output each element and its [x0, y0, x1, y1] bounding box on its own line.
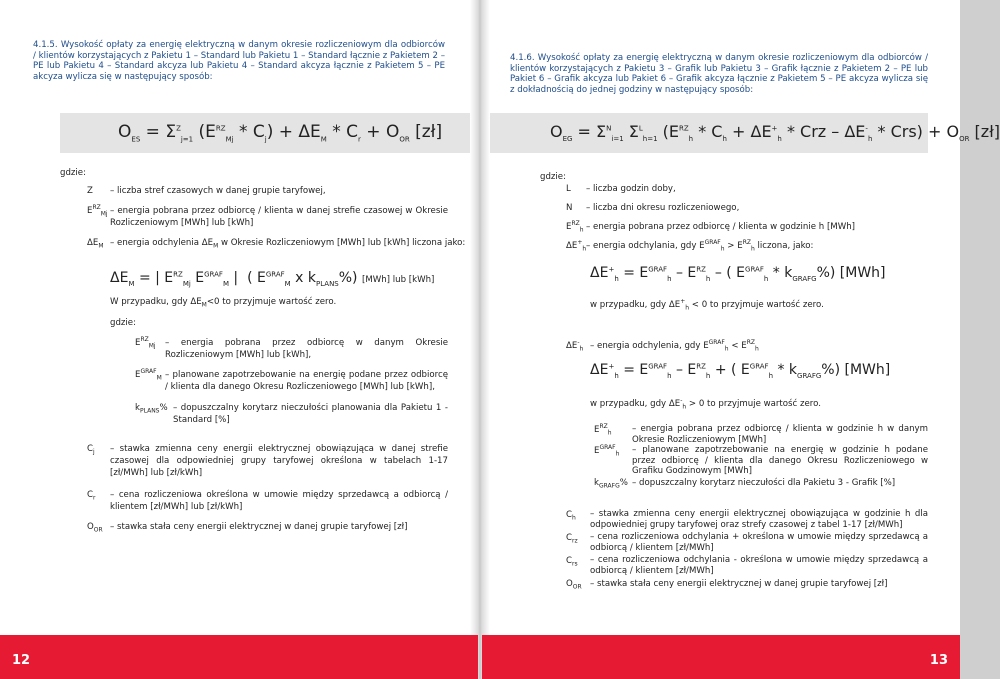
def2-egraf-text: – planowane zapotrzebowanie na energię podane przez odbiorcę / klienta dla danego Okresu Rozliczeniowego [MWh] lub [kWh],: [165, 370, 448, 392]
def3-crz-text: – cena rozliczeniowa odchylania + określona w umowie między sprzedawcą a odbiorcą / klientem [zł/MWh]: [590, 532, 928, 553]
main-formula: $O_{EG} = \Sigma^N_{i=1}$ $\Sigma^L_{h=1}$ ($E^{RZ}_h * C_h + \Delta E^+_h$ * Crz – $\Delta E^-_h * Crs) + O_{OR}$ [zł]: [550, 122, 1000, 144]
def2-erz-sym: $E^{RZ}_h$: [594, 423, 612, 437]
def-erz-text: – energia pobrana przez odbiorcę / klienta w danej strefie czasowej w Okresie Rozliczeniowym [MWh] lub [kWh]: [110, 206, 448, 228]
def-z-text: – liczba stref czasowych w danej grupie taryfowej,: [110, 186, 326, 196]
def-l-text: – liczba godzin doby,: [586, 184, 676, 194]
def2-egraf-text: – planowane zapotrzebowanie na energię w godzinie h podane przez odbiorcę / klienta dla danego Okresu Rozliczeniowego w Grafiku Godzinowym [MWh]: [632, 445, 928, 476]
def3-crz-sym: $C_{rz}$: [566, 533, 578, 545]
right-intro: [510, 53, 928, 95]
def3-oor-sym: $O_{OR}$: [87, 522, 103, 534]
def-erz-text: – energia pobrana przez odbiorcę / klienta w godzinie h [MWh]: [586, 222, 856, 232]
def3-oor-text: – stawka stała ceny energii elektrycznej w danej grupie taryfowej [zł]: [110, 522, 408, 532]
def-deplus-sym: $\Delta E^+_h$: [566, 239, 587, 253]
def-n-sym: N: [566, 203, 573, 213]
left-intro: [33, 40, 445, 82]
def2-egraf-sym: $E^{GRAF}_h$: [594, 444, 620, 458]
note-minus: w przypadku, gdy $\Delta E^-_h > 0$ to przyjmuje wartość zero.: [590, 397, 821, 411]
def2-k-sym: $k_{PLANS}\%$: [135, 403, 168, 415]
def-erz-sym: $E^{RZ}_{Mj}$: [87, 204, 108, 218]
def2-erz-text: – energia pobrana przez odbiorcę w danym Okresie Rozliczeniowym [MWh] lub [kWh],: [165, 338, 448, 360]
def-deplus-text: – energia odchylania, gdy $E^{GRAF}_h > E^{RZ}_h$ liczona, jako:: [586, 239, 814, 253]
deviation-plus-formula: $\Delta E^+_h = E^{GRAF}_h - E^{RZ}_h$ – ( $E^{GRAF}_h * k_{GRAFG}\%$) [MWh]: [590, 265, 886, 283]
left-page: [0, 0, 478, 679]
note-plus: w przypadku, gdy $\Delta E^+_h < 0$ to przyjmuje wartość zero.: [590, 298, 824, 312]
def2-erz-text: – energia pobrana przez odbiorcę / klienta w godzinie h w danym Okresie Rozliczeniowym [MWh]: [632, 424, 928, 445]
def-n-text: – liczba dni okresu rozliczeniowego,: [586, 203, 740, 213]
gdzie-label: gdzie:: [60, 168, 86, 178]
def3-cj-sym: $C_j$: [87, 444, 95, 456]
left-footer: [0, 635, 478, 679]
def-dem-sym: $\Delta E_M$: [87, 238, 104, 250]
def-l-sym: L: [566, 184, 571, 194]
right-footer: [482, 635, 960, 679]
def-z-sym: Z: [87, 186, 93, 196]
page-number-right: 13: [929, 653, 948, 668]
book-spine: [470, 0, 490, 679]
gdzie-label-2: gdzie:: [110, 318, 136, 328]
def3-oor-text: – stawka stała ceny energii elektrycznej w danej grupie taryfowej [zł]: [590, 579, 888, 589]
page-number-left: 12: [12, 653, 31, 668]
def2-k-text: – dopuszczalny korytarz nieczułości planowania dla Pakietu 1 - Standard [%]: [173, 403, 448, 425]
deviation-minus-formula: $\Delta E^+_h = E^{GRAF}_h - E^{RZ}_h$ + ( $E^{GRAF}_h * k_{GRAFG}\%$) [MWh]: [590, 362, 891, 380]
gdzie-label: gdzie:: [540, 172, 566, 182]
def-erz-sym: $E^{RZ}_h$: [566, 220, 584, 234]
def2-erz-sym: $E^{RZ}_{Mj}$: [135, 336, 156, 350]
def3-ch-sym: $C_h$: [566, 510, 576, 522]
def-dem-text: – energia odchylenia $\Delta E_M$ w Okresie Rozliczeniowym [MWh] lub [kWh] liczona jako:: [110, 238, 466, 250]
def3-crs-sym: $C_{rs}$: [566, 556, 578, 568]
def3-cj-text: – stawka zmienna ceny energii elektrycznej obowiązująca w danej strefie czasowej dla odpowiedniej grupy taryfowej określona w tabelach 1-17 [zł/MWh] lub [zł/kWh]: [110, 444, 448, 478]
def2-k-text: – dopuszczalny korytarz nieczułości dla Pakietu 3 - Grafik [%]: [632, 478, 896, 488]
main-formula: $O_{ES} = \Sigma^Z_{j=1}$ $(E^{RZ}_{Mj} * C_j) + \Delta E_M * C_r + O_{OR}$ [zł]: [118, 122, 443, 144]
def3-cr-sym: $C_r$: [87, 490, 96, 502]
note-text: W przypadku, gdy $\Delta E_M<0$ to przyjmuje wartość zero.: [110, 297, 337, 309]
def3-crs-text: – cena rozliczeniowa odchylania - określona w umowie między sprzedawcą a odbiorcą / klientem [zł/MWh]: [590, 555, 928, 576]
def2-egraf-sym: $E^{GRAF}_M$: [135, 368, 162, 382]
intro-text: Wysokość opłaty za energię elektryczną w danym okresie rozliczeniowym dla odbiorców / klientów korzystających z Pakietu 3 – Grafik lub Pakietu 3 – Grafik łącznie z Pakietem 2 – PE lub Pakiet 6 – Grafik akcyza lub Pakiet 6 – Grafik akcyza łącznie z Pakietem 5 – PE akcyza wylicza się z dokładnością do jednej godziny w następujący sposób:: [510, 53, 928, 95]
right-page: [482, 0, 1000, 679]
def2-k-sym: $k_{GRAFG}\%$: [594, 478, 628, 490]
intro-text: Wysokość opłaty za energię elektryczną w danym okresie rozliczeniowym dla odbiorców / klientów korzystających z Pakietu 1 – Standard lub Pakietu 1 – Standard łącznie z Pakietem 2 – PE lub Pakietu 4 – Standard akcyza lub Pakietu 4 – Standard akcyza łącznie z Pakietem 5 – PE akcyza wylicza się w następujący sposób:: [33, 40, 446, 82]
section-number: 4.1.6.: [510, 53, 535, 63]
def-deminus-text: – energia odchylenia, gdy $E^{GRAF}_h < E^{RZ}_h$: [590, 339, 759, 353]
deviation-formula: $\Delta E_M$ = | $E^{RZ}_{Mj}$ $E^{GRAF}_M$ | ( $E^{GRAF}_M$ x $k_{PLANS}\%$) [MWh] lub [kWh]: [110, 270, 435, 288]
def3-oor-sym: $O_{OR}$: [566, 579, 582, 591]
def3-cr-text: – cena rozliczeniowa określona w umowie między sprzedawcą a odbiorcą / klientem [zł/MWh] lub [zł/kWh]: [110, 490, 448, 512]
def3-ch-text: – stawka zmienna ceny energii elektrycznej obowiązująca w godzinie h dla odpowiedniej grupy taryfowej oraz strefy czasowej z tabel 1-17 [zł/MWh]: [590, 509, 928, 530]
section-number: 4.1.5.: [33, 40, 58, 50]
def-deminus-sym: $\Delta E^-_h$: [566, 339, 584, 353]
